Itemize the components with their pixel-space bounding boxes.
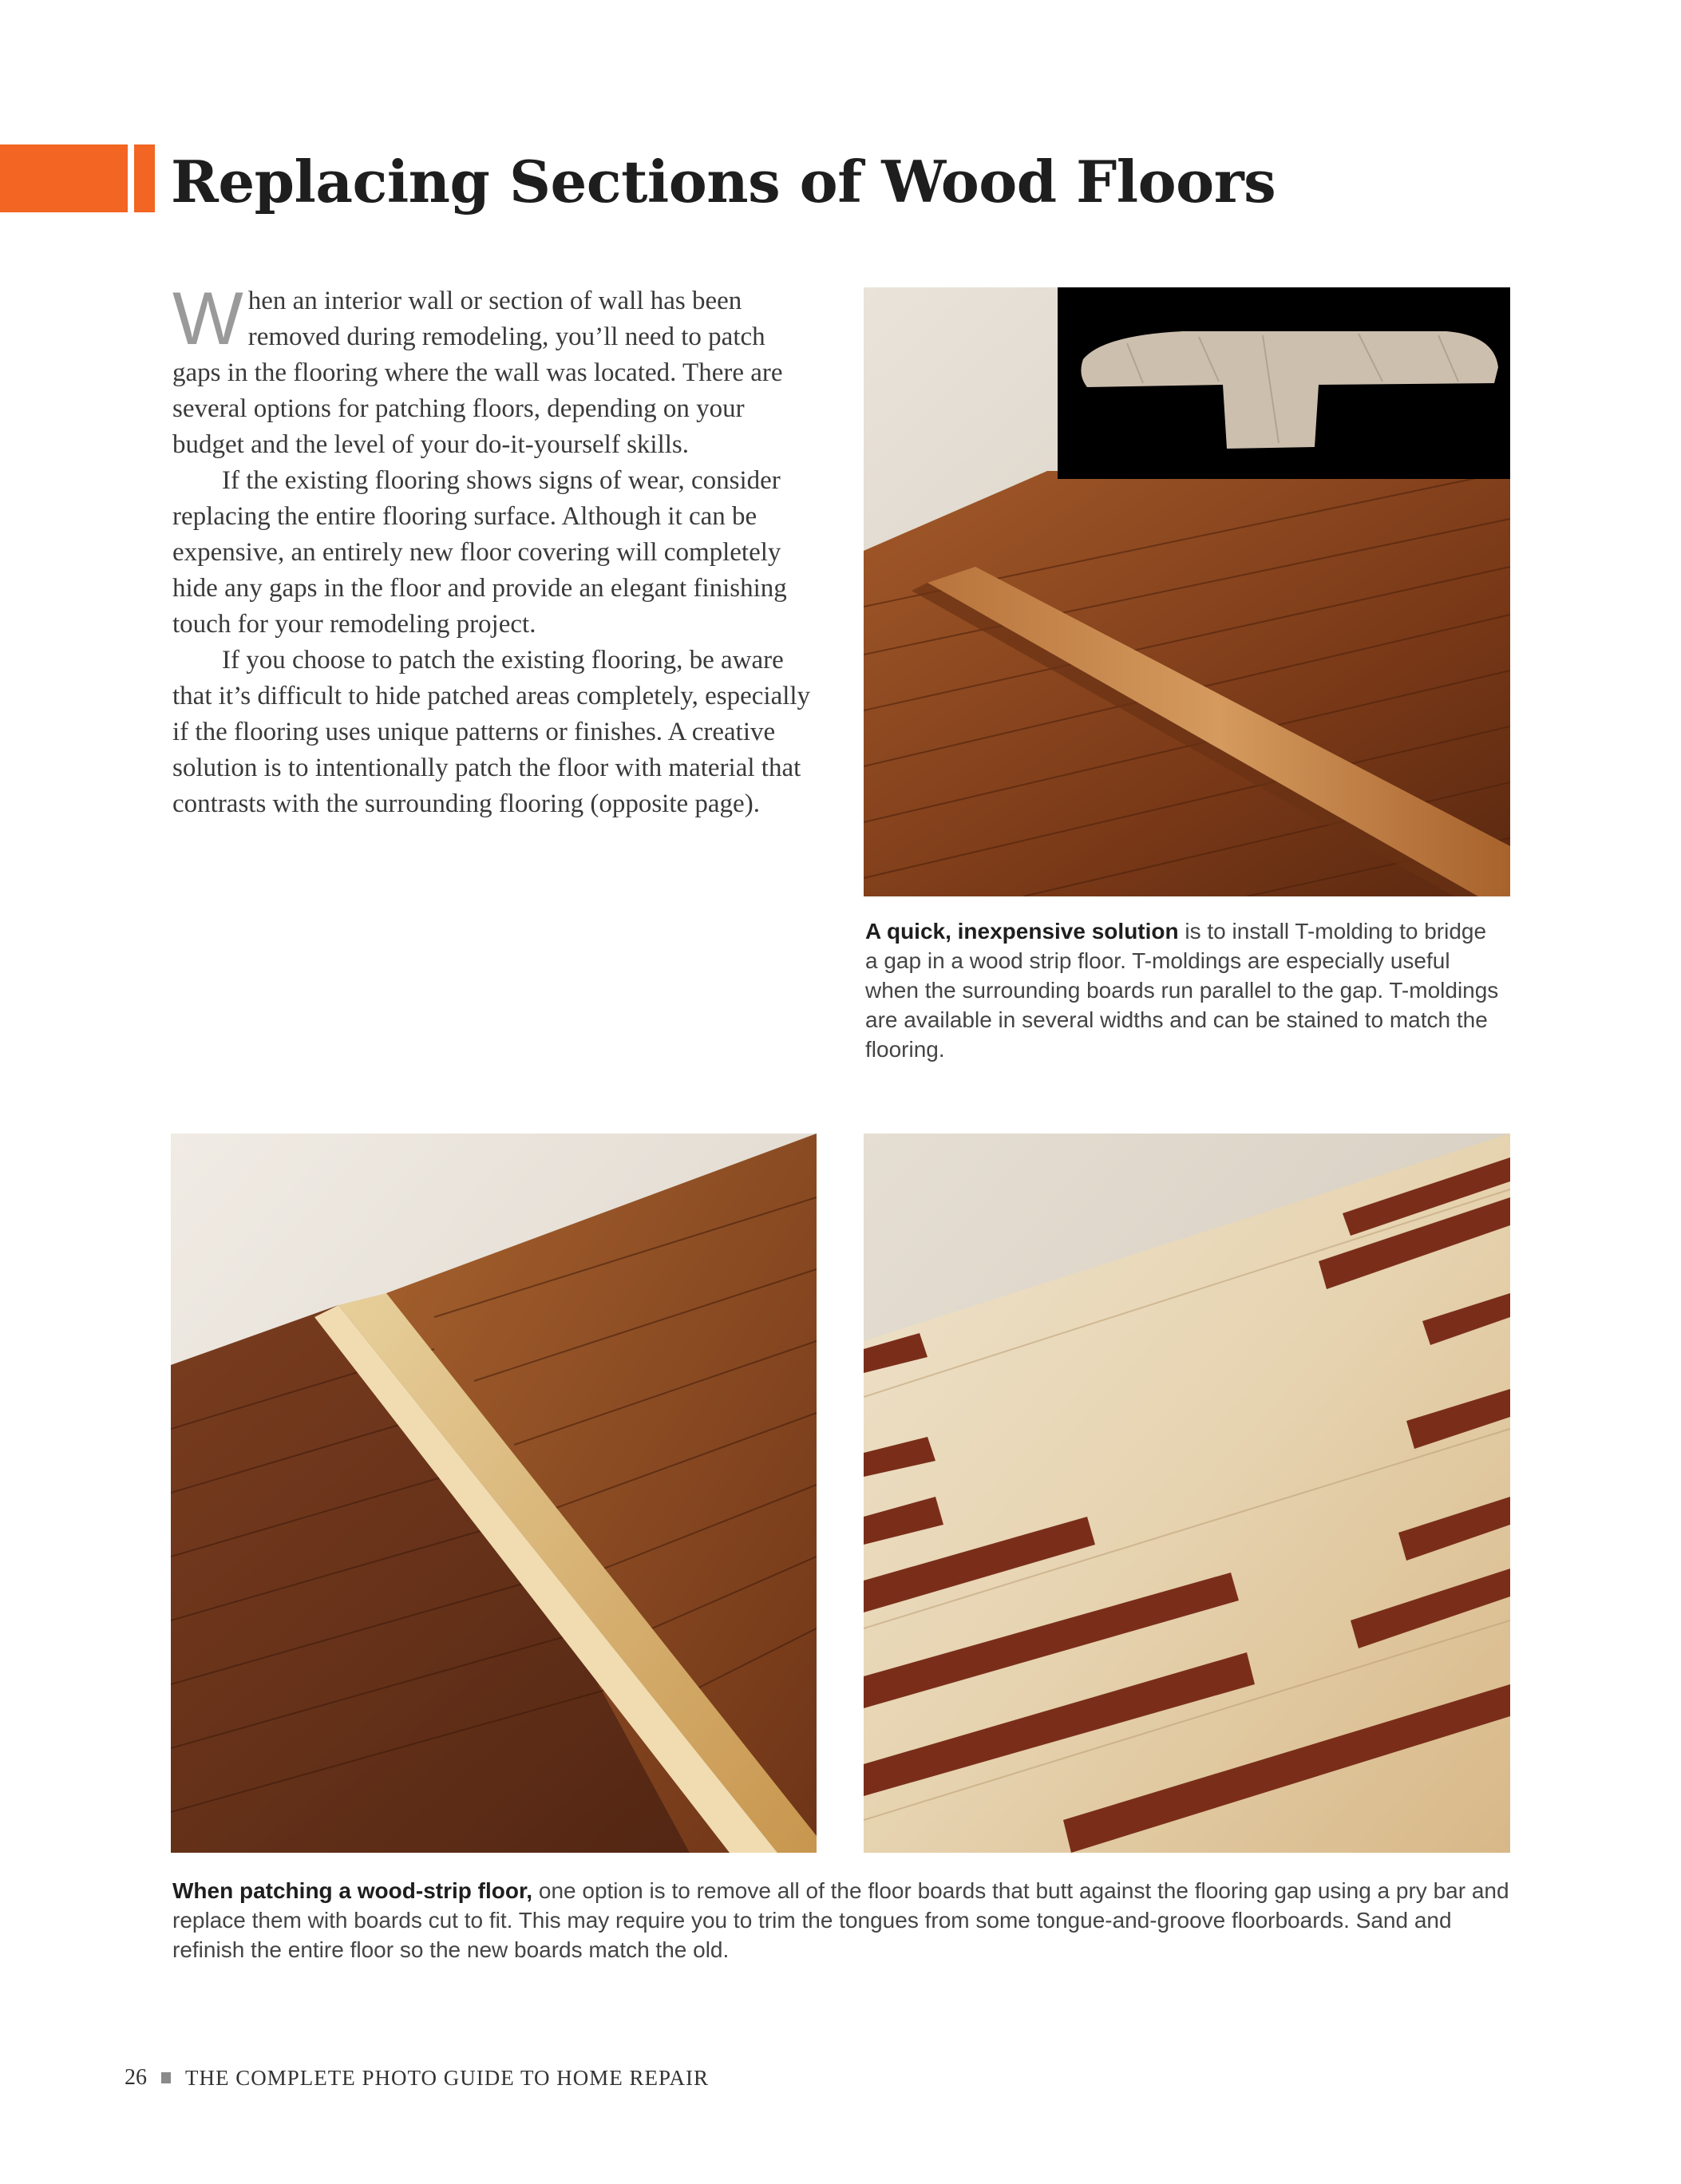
book-title: THE COMPLETE PHOTO GUIDE TO HOME REPAIR — [185, 2065, 710, 2090]
intro-paragraph-1-text: hen an interior wall or section of wall has been removed during remodeling, you’ll need to patch gaps in the flooring where the wall was located. There are several options for patching floors, depending on your budget and the level of your do-it-yourself skills. — [172, 287, 783, 459]
t-molding-photo — [864, 287, 1510, 896]
t-molding-caption — [865, 916, 1504, 1064]
page-number: 26 — [125, 2065, 147, 2090]
header-accent-stripe — [134, 144, 155, 212]
intro-text — [172, 276, 819, 822]
header-accent-bar — [0, 144, 128, 212]
page-footer — [125, 2062, 709, 2094]
t-molding-caption-text: is to install T-molding to bridge a gap in a wood strip floor. T-moldings are especially useful when the surrounding boards run parallel to the gap. T-moldings are available in several widths and can be stained to match the flooring. — [865, 919, 1499, 1062]
patching-caption-text: one option is to remove all of the floor boards that butt against the flooring gap using a pry bar and replace them with boards cut to fit. This may require you to trim the tongues from some tongue-and-groove floorboards. Sand and refinish the entire floor so the new boards match the old. — [172, 1878, 1509, 1962]
intro-paragraph-3: If you choose to patch the existing flooring, be aware that it’s difficult to hide patched areas completely, especially if the flooring uses unique patterns or finishes. A creative solution is to intentionally patch the floor with material that contrasts with the surrounding flooring (opposite page). — [172, 646, 811, 818]
patching-caption-lead: When patching a wood-strip floor, — [172, 1878, 533, 1903]
intro-paragraph-1 — [172, 276, 819, 463]
t-molding-caption-lead: A quick, inexpensive solution — [865, 919, 1179, 944]
footer-separator-square — [161, 2072, 171, 2083]
drop-cap: W — [172, 276, 243, 360]
contrast-patch-photo — [864, 1134, 1510, 1853]
intro-paragraph-2: If the existing flooring shows signs of wear, consider replacing the entire flooring surface. Although it can be expensive, an entirely new floor covering will completely hide any gaps in the floor and provide an elegant finishing touch for your remodeling project. — [172, 466, 787, 639]
patching-caption — [172, 1876, 1513, 1964]
page-title: Replacing Sections of Wood Floors — [171, 148, 1276, 216]
patched-floor-photo — [171, 1134, 817, 1853]
